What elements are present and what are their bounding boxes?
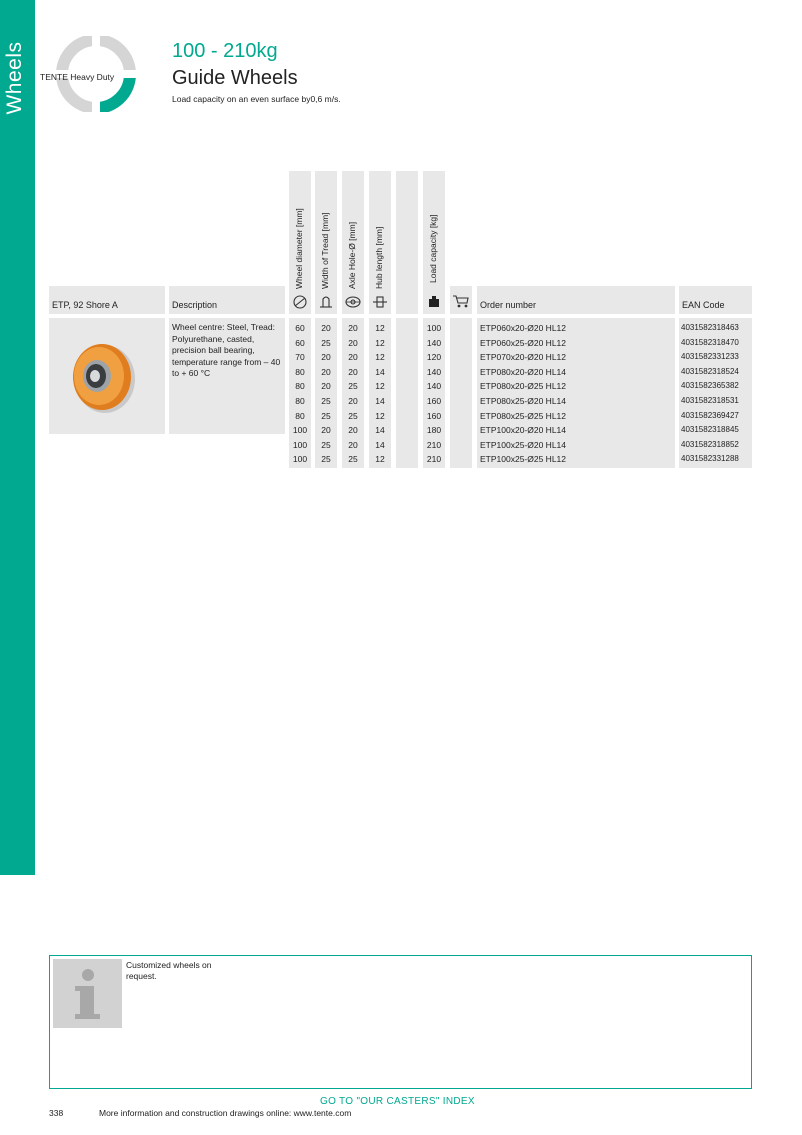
casters-index-link[interactable]: GO TO "OUR CASTERS" INDEX xyxy=(320,1096,475,1107)
header-cell-cart xyxy=(450,286,472,314)
column-hub-length xyxy=(369,321,391,467)
cell-tread: 25 xyxy=(321,454,331,465)
logo-text: TENTE Heavy Duty xyxy=(40,72,115,82)
hub-length-icon xyxy=(372,295,388,309)
cell-diameter: 70 xyxy=(295,352,305,363)
cell-axle: 20 xyxy=(348,337,358,348)
page-number: 338 xyxy=(49,1108,64,1118)
header-cell-blank xyxy=(396,171,418,314)
load-weight-icon xyxy=(427,295,441,309)
load-range: 100 - 210kg xyxy=(172,40,278,62)
cell-hub: 14 xyxy=(375,425,385,436)
cell-hub: 12 xyxy=(375,410,385,421)
column-wheel-diameter xyxy=(289,321,311,467)
cell-tread: 20 xyxy=(321,425,331,436)
cell-diameter: 60 xyxy=(295,337,305,348)
cell-ean: 4031582318524 xyxy=(681,366,739,376)
cell-axle: 20 xyxy=(348,425,358,436)
cell-tread: 25 xyxy=(321,337,331,348)
column-load-capacity xyxy=(423,321,445,467)
cell-axle: 20 xyxy=(348,395,358,406)
cell-order-number: ETP100x25-Ø20 HL14 xyxy=(480,439,566,450)
cell-order-number: ETP080x20-Ø25 HL12 xyxy=(480,381,566,392)
page-title: Guide Wheels xyxy=(172,67,298,89)
cell-diameter: 80 xyxy=(295,366,305,377)
cell-diameter: 80 xyxy=(295,395,305,406)
info-icon xyxy=(53,959,122,1028)
cell-load: 100 xyxy=(426,323,442,333)
header-wheel-diameter: Wheel diameter [mm] xyxy=(294,208,304,289)
axle-hole-icon xyxy=(345,295,361,309)
cell-axle: 25 xyxy=(348,410,358,421)
header-description: Description xyxy=(172,300,218,310)
cell-hub: 12 xyxy=(375,381,385,392)
cell-load: 120 xyxy=(426,352,442,363)
cell-tread: 25 xyxy=(321,410,331,421)
header-cell-order-number xyxy=(477,286,675,314)
cell-tread: 20 xyxy=(321,366,331,377)
cell-hub: 12 xyxy=(375,352,385,363)
cell-order-number: ETP080x20-Ø20 HL14 xyxy=(480,366,566,377)
cell-axle: 20 xyxy=(348,352,358,363)
cell-load: 140 xyxy=(426,366,442,377)
cell-axle: 20 xyxy=(348,366,358,377)
header-load-capacity: Load capacity [kg] xyxy=(428,214,438,283)
header-cell-ean xyxy=(679,286,752,314)
cell-diameter: 60 xyxy=(295,323,305,333)
cell-tread: 20 xyxy=(321,352,331,363)
column-order-number xyxy=(480,321,674,467)
wheel-diameter-icon xyxy=(292,295,308,309)
cell-ean: 4031582331233 xyxy=(681,352,739,362)
info-text: Customized wheels on request. xyxy=(126,960,212,981)
header-cell-hub-length xyxy=(369,171,391,314)
cell-axle: 25 xyxy=(348,454,358,465)
cell-hub: 12 xyxy=(375,454,385,465)
cell-ean: 4031582318852 xyxy=(681,439,739,449)
cell-tread: 25 xyxy=(321,395,331,406)
cell-hub: 14 xyxy=(375,439,385,450)
cell-diameter: 100 xyxy=(292,454,308,465)
column-axle-hole xyxy=(342,321,364,467)
cell-hub: 12 xyxy=(375,337,385,348)
column-tread-width xyxy=(315,321,337,467)
sidebar-band xyxy=(0,0,35,875)
cell-ean: 4031582331288 xyxy=(681,454,739,464)
cell-load: 160 xyxy=(426,410,442,421)
cell-ean: 4031582318531 xyxy=(681,395,739,405)
cell-load: 180 xyxy=(426,425,442,436)
cell-diameter: 100 xyxy=(292,425,308,436)
cell-load: 160 xyxy=(426,395,442,406)
product-image-cell xyxy=(49,318,165,434)
col-bg-cart xyxy=(450,318,472,468)
cell-load: 140 xyxy=(426,381,442,392)
cell-ean: 4031582318463 xyxy=(681,323,739,332)
header-ean: EAN Code xyxy=(682,300,725,310)
trolley-icon xyxy=(452,294,470,308)
cell-ean: 4031582318470 xyxy=(681,337,739,347)
cell-diameter: 100 xyxy=(292,439,308,450)
cell-diameter: 80 xyxy=(295,381,305,392)
col-bg-blank xyxy=(396,318,418,468)
cell-hub: 14 xyxy=(375,395,385,406)
cell-hub: 12 xyxy=(375,323,385,333)
page-subtitle: Load capacity on an even surface by0,6 m/s. xyxy=(172,94,341,104)
cell-order-number: ETP060x25-Ø20 HL12 xyxy=(480,337,566,348)
header-cell-description xyxy=(169,286,285,314)
cell-ean: 4031582318845 xyxy=(681,425,739,435)
header-cell-tread-width xyxy=(315,171,337,314)
sidebar-label-wrap xyxy=(0,38,32,118)
header-tread-width: Width of Tread [mm] xyxy=(320,212,330,289)
cell-axle: 20 xyxy=(348,439,358,450)
cell-order-number: ETP100x25-Ø25 HL12 xyxy=(480,454,566,465)
cell-tread: 25 xyxy=(321,439,331,450)
cell-axle: 20 xyxy=(348,323,358,333)
footer-note: More information and construction drawings online: www.tente.com xyxy=(99,1108,352,1118)
cell-order-number: ETP070x20-Ø20 HL12 xyxy=(480,352,566,363)
header-hub-length: Hub length [mm] xyxy=(374,226,384,289)
cell-load: 140 xyxy=(426,337,442,348)
cell-order-number: ETP100x20-Ø20 HL14 xyxy=(480,425,566,436)
column-ean xyxy=(681,321,752,467)
cell-ean: 4031582365382 xyxy=(681,381,739,391)
cell-order-number: ETP060x20-Ø20 HL12 xyxy=(480,323,566,333)
cell-order-number: ETP080x25-Ø20 HL14 xyxy=(480,395,566,406)
header-order-number: Order number xyxy=(480,300,537,310)
cell-hub: 14 xyxy=(375,366,385,377)
tread-width-icon xyxy=(318,295,334,309)
cell-load: 210 xyxy=(426,454,442,465)
header-cell-axle-hole xyxy=(342,171,364,314)
cell-diameter: 80 xyxy=(295,410,305,421)
guide-wheel-image xyxy=(69,340,137,414)
product-description: Wheel centre: Steel, Tread: Polyurethane, casted, precision ball bearing, temperature range from – 40 to + 60 °C xyxy=(172,322,281,378)
header-cell-load-capacity xyxy=(423,171,445,314)
header-cell-material xyxy=(49,286,165,314)
cell-tread: 20 xyxy=(321,323,331,333)
header-cell-wheel-diameter xyxy=(289,171,311,314)
cell-order-number: ETP080x25-Ø25 HL12 xyxy=(480,410,566,421)
cell-ean: 4031582369427 xyxy=(681,410,739,420)
header-axle-hole: Axle Hole-Ø [mm] xyxy=(347,221,357,289)
sidebar-label: Wheels xyxy=(3,41,26,115)
header-material: ETP, 92 Shore A xyxy=(52,300,118,310)
cell-load: 210 xyxy=(426,439,442,450)
cell-tread: 20 xyxy=(321,381,331,392)
cell-axle: 25 xyxy=(348,381,358,392)
